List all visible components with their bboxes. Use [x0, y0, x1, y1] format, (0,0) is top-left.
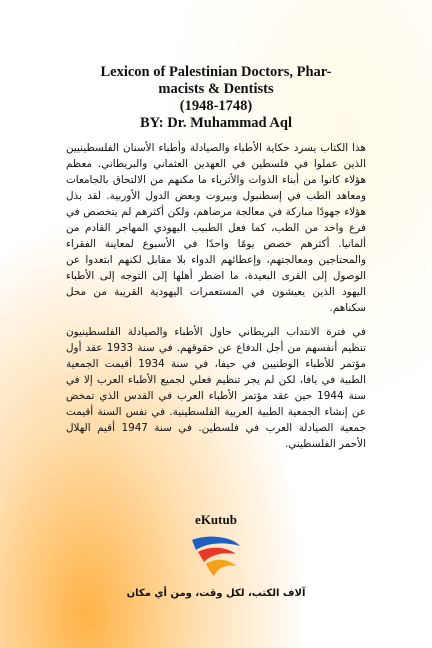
publisher-tagline: آلاف الكتب، لكل وقت، ومن أي مكان: [126, 588, 306, 599]
book-title-block: [60, 64, 372, 132]
title-line-2: macists & Dentists: [158, 81, 274, 97]
logo-orange-swoosh: [206, 560, 236, 576]
title-years: (1948-1748): [179, 98, 253, 114]
logo-red-swoosh: [198, 548, 236, 562]
author-line: BY: Dr. Muhammad Aql: [139, 115, 293, 131]
description-paragraph-1: هذا الكتاب يسرد حكاية الأطباء والصيادلة وأطباء الأسنان الفلسطينيين الذين عملوا في فلسطين في العهدين العثماني والبريطاني. معظم هؤلاء كانوا من أبناء الذوات والأثرياء ما مكنهم من الالتحاق بالجامعات ومعاهد الطب في إسطنبول وبيروت وبعض الدول الأوربية. لقد بذل هؤلاء جهودًا مباركة في معالجة مرضاهم، ولكن أكثرهم لم يتخصص في فرع واحد من الطب، كما فعل الطبيب اليهودي المهاجر القادم من ألمانيا. أكثرهم خصص يومًا واحدًا في الأسبوع لمعاينة الفقراء والمحتاجين ومعالجتهم، وإعطائهم الدواء بلا مقابل لكنهم ابتعدوا عن الوصول إلى القرى البعيدة، ما اضطر أهلها إلى التوجه إلى الأطباء اليهود الذين يعيشون في المستعمرات اليهودية القريبة من محل سكناهم.: [66, 142, 366, 314]
title-line-1: Lexicon of Palestinian Doctors, Phar-: [100, 64, 332, 80]
ekutub-logo-icon: [186, 534, 246, 578]
description-paragraph-2: في فترة الانتداب البريطاني حاول الأطباء والصيادلة الفلسطينيون تنظيم أنفسهم من أجل الدفاع عن حقوقهم. في سنة 1933 عقد أول مؤتمر للأطباء الوطنيين في حيفا، في سنة 1934 أقيمت الجمعية الطبية في يافا، لكن لم يجر تنظيم فعلي لجميع الأطباء العرب إلا في سنة 1944 حين عقد مؤتمر الأطباء العرب في القدس الذي تمخض عن إنشاء الجمعية الطبية العربية الفلسطينية. في نفس السنة أقيمت جمعية الصيادلة العرب في فلسطين. في سنة 1947 أقيم الهلال الأحمر الفلسطيني.: [66, 326, 367, 450]
publisher-name: eKutub: [195, 512, 237, 527]
book-description: [66, 140, 366, 460]
